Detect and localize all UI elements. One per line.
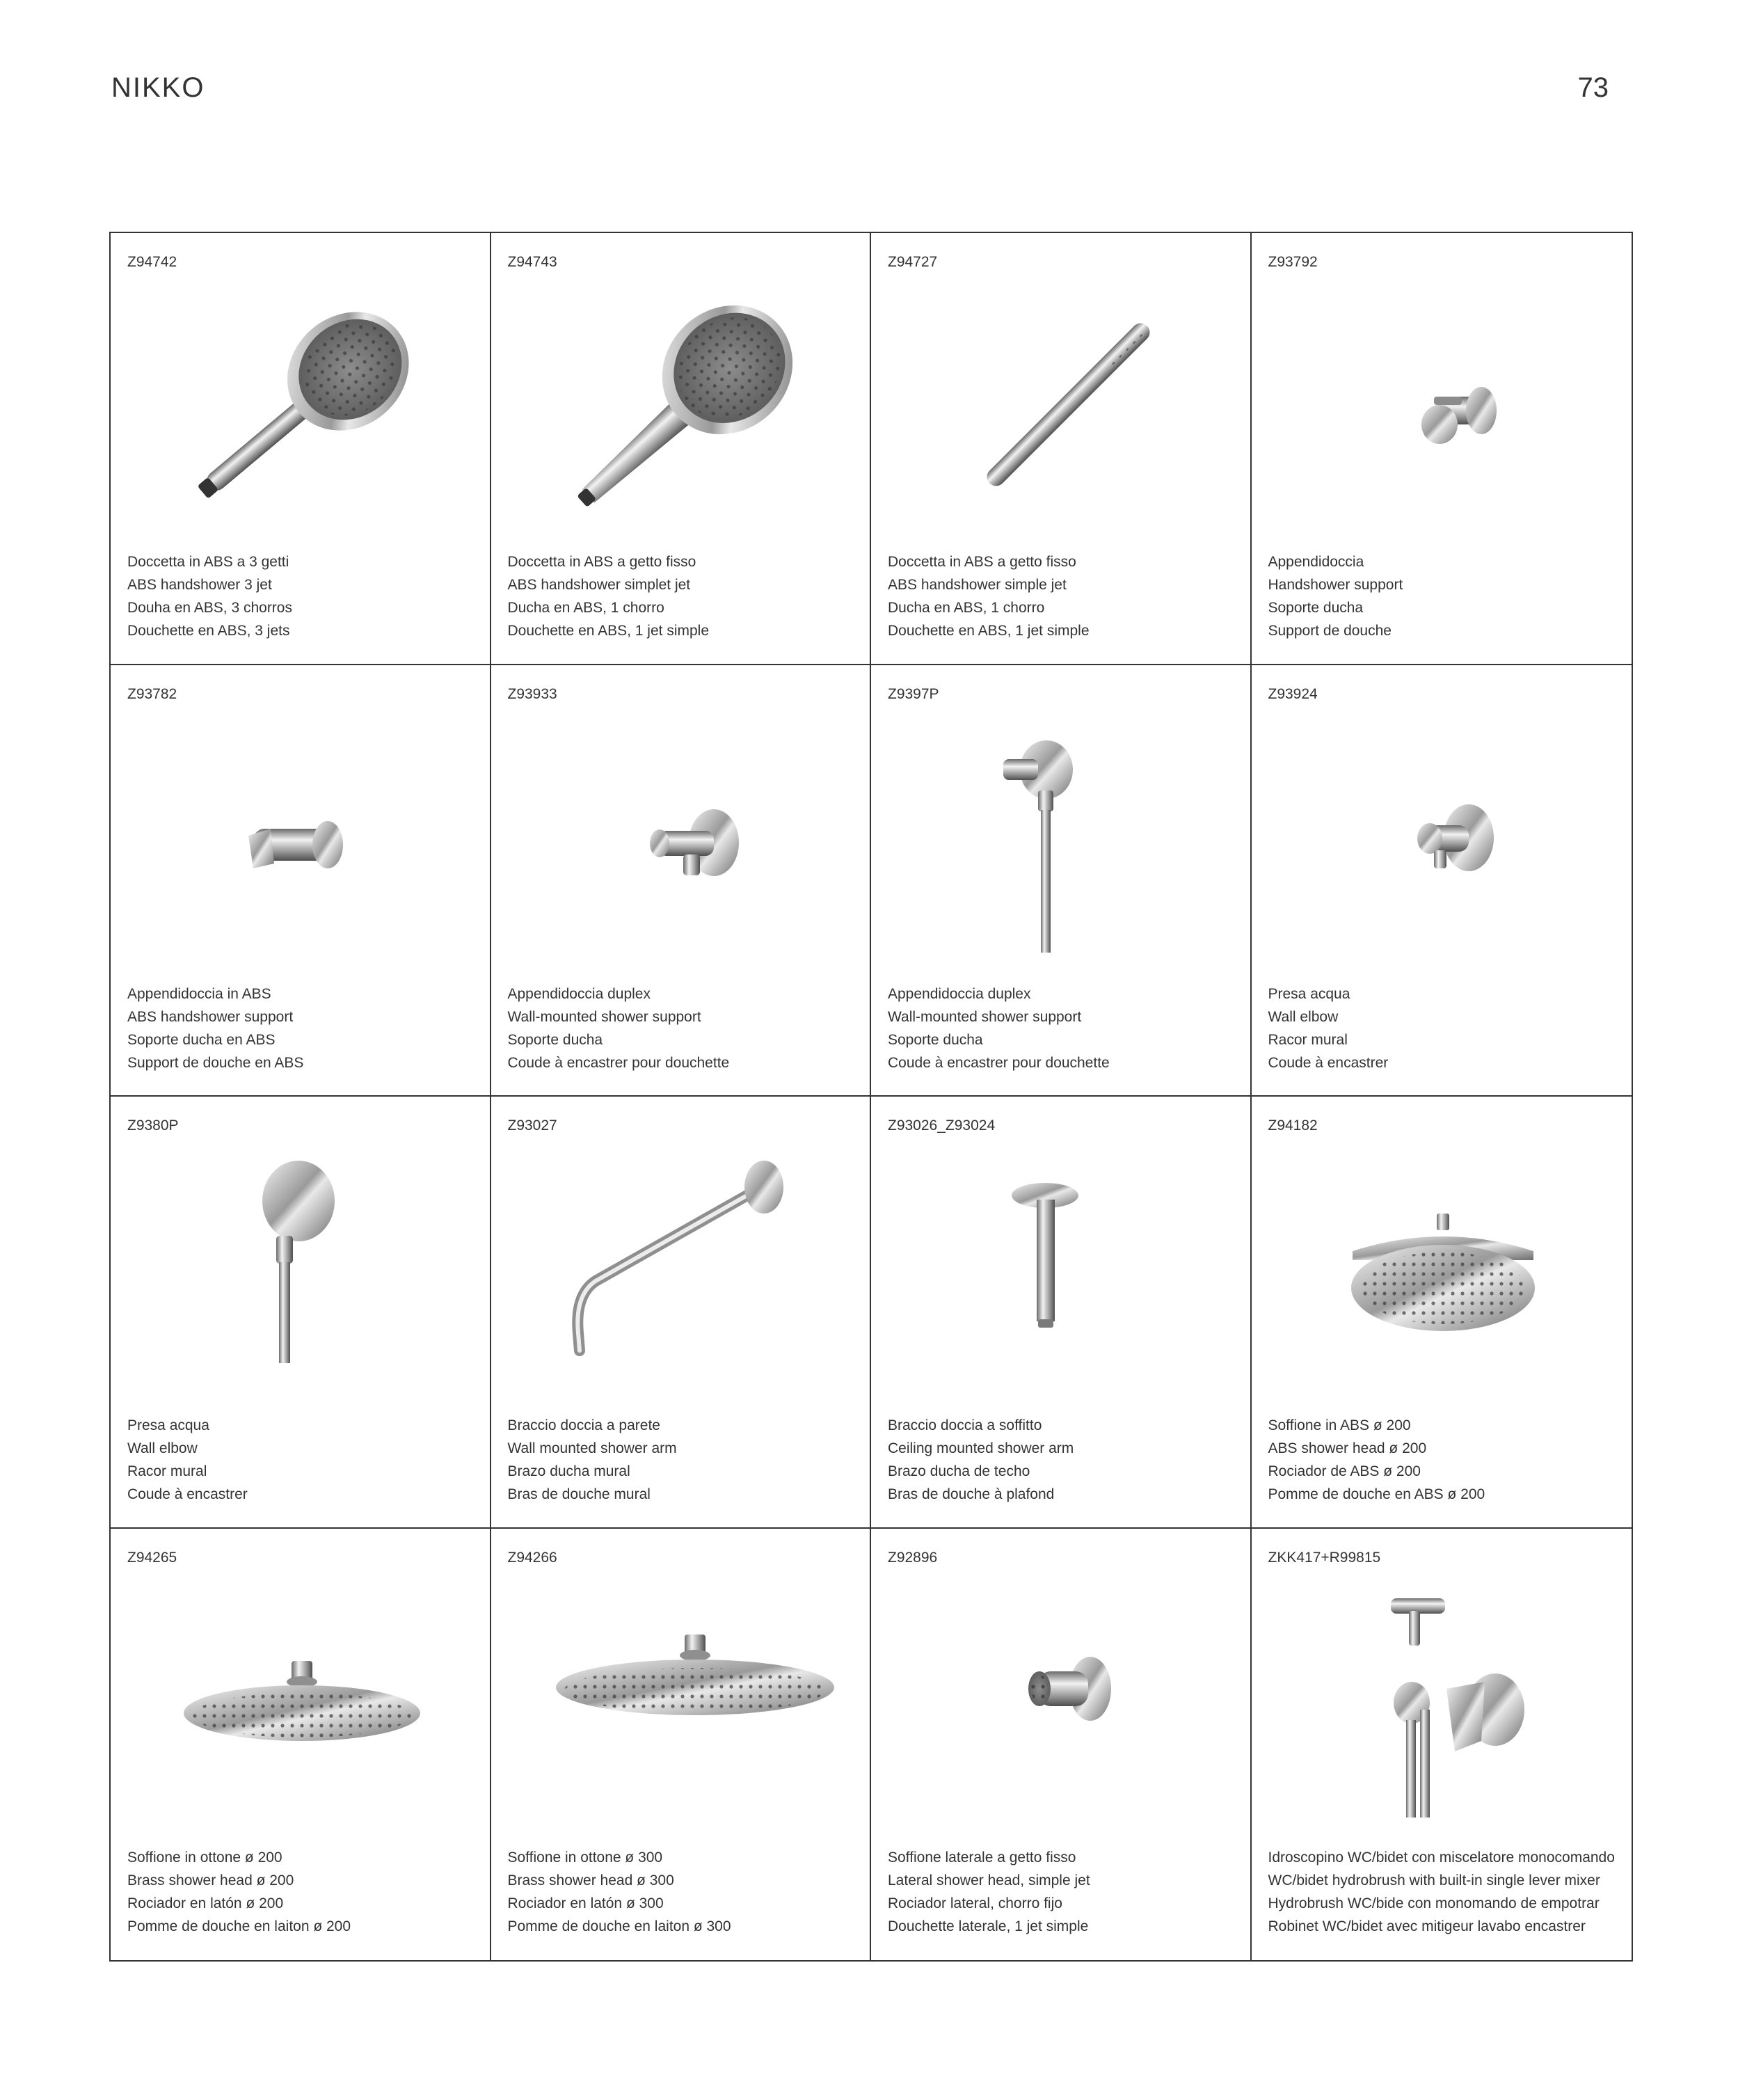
product-cell xyxy=(491,233,872,665)
product-cell xyxy=(111,233,491,665)
product-cell xyxy=(871,1529,1252,1961)
product-code: Z94743 xyxy=(507,254,557,270)
product-description xyxy=(888,1846,1090,1938)
desc-it: Doccetta in ABS a getto fisso xyxy=(507,554,696,570)
desc-fr: Bras de douche mural xyxy=(507,1486,651,1502)
desc-es: Soporte ducha xyxy=(507,1031,603,1048)
product-description xyxy=(127,1846,351,1938)
desc-it: Appendidoccia duplex xyxy=(507,985,651,1002)
desc-en: Lateral shower head, simple jet xyxy=(888,1872,1090,1888)
desc-es: Soporte ducha en ABS xyxy=(127,1031,276,1048)
desc-it: Soffione in ottone ø 200 xyxy=(127,1849,282,1866)
handshower-3jet-icon xyxy=(131,289,470,525)
abs-shower-head-200-icon xyxy=(1273,1152,1611,1389)
desc-es: Ducha en ABS, 1 chorro xyxy=(507,600,664,616)
brass-shower-head-300-icon xyxy=(512,1584,851,1821)
product-cell xyxy=(1252,665,1632,1097)
product-description xyxy=(127,983,303,1074)
page-title: NIKKO xyxy=(111,72,205,103)
desc-it: Appendidoccia duplex xyxy=(888,985,1031,1002)
desc-fr: Douchette laterale, 1 jet simple xyxy=(888,1918,1089,1934)
wall-shower-arm-icon xyxy=(512,1152,851,1389)
desc-it: Soffione in ABS ø 200 xyxy=(1268,1417,1411,1433)
desc-en: ABS handshower support xyxy=(127,1008,294,1025)
desc-en: Wall-mounted shower support xyxy=(507,1008,701,1025)
product-description xyxy=(1268,1414,1485,1506)
desc-en: ABS handshower simple jet xyxy=(888,577,1067,593)
page-number: 73 xyxy=(1577,72,1609,103)
ceiling-shower-arm-icon xyxy=(892,1152,1231,1389)
desc-es: Hydrobrush WC/bide con monomando de empotrar xyxy=(1268,1895,1600,1911)
desc-it: Soffione in ottone ø 300 xyxy=(507,1849,663,1866)
desc-en: ABS shower head ø 200 xyxy=(1268,1440,1427,1456)
desc-es: Soporte ducha xyxy=(1268,600,1364,616)
desc-es: Soporte ducha xyxy=(888,1031,983,1048)
desc-it: Presa acqua xyxy=(1268,985,1350,1002)
desc-es: Racor mural xyxy=(1268,1031,1348,1048)
product-cell xyxy=(491,665,872,1097)
desc-es: Douha en ABS, 3 chorros xyxy=(127,600,292,616)
product-description xyxy=(1268,1846,1615,1938)
product-description xyxy=(508,550,710,642)
desc-fr: Support de douche xyxy=(1268,623,1392,639)
brass-shower-head-200-icon xyxy=(131,1584,470,1821)
desc-es: Brazo ducha de techo xyxy=(888,1463,1030,1479)
desc-it: Appendidoccia in ABS xyxy=(127,985,271,1002)
handshower-simple-jet-icon xyxy=(512,289,851,525)
product-code: Z94742 xyxy=(127,254,177,270)
desc-it: Appendidoccia xyxy=(1268,554,1364,570)
product-code: Z93933 xyxy=(507,685,557,702)
product-description xyxy=(888,983,1110,1074)
lateral-shower-head-icon xyxy=(892,1584,1231,1821)
product-description xyxy=(508,983,730,1074)
desc-it: Soffione laterale a getto fisso xyxy=(888,1849,1076,1866)
product-cell xyxy=(1252,233,1632,665)
desc-fr: Support de douche en ABS xyxy=(127,1054,304,1071)
desc-en: Handshower support xyxy=(1268,577,1403,593)
product-description xyxy=(127,1414,248,1506)
desc-fr: Douchette en ABS, 3 jets xyxy=(127,623,290,639)
product-cell xyxy=(491,1529,872,1961)
product-cell xyxy=(1252,1529,1632,1961)
stick-handshower-icon xyxy=(892,289,1231,525)
product-code: Z93782 xyxy=(127,685,177,702)
product-description xyxy=(1268,983,1389,1074)
abs-handshower-support-icon xyxy=(131,721,470,957)
product-code: Z94266 xyxy=(507,1549,557,1566)
product-description xyxy=(888,1414,1074,1506)
desc-fr: Douchette en ABS, 1 jet simple xyxy=(888,623,1090,639)
product-code: Z92896 xyxy=(888,1549,938,1566)
desc-fr: Bras de douche à plafond xyxy=(888,1486,1055,1502)
desc-it: Idroscopino WC/bidet con miscelatore monocomando xyxy=(1268,1849,1615,1866)
desc-it: Braccio doccia a parete xyxy=(507,1417,660,1433)
product-code: ZKK417+R99815 xyxy=(1268,1549,1381,1566)
desc-en: ABS handshower 3 jet xyxy=(127,577,272,593)
desc-es: Ducha en ABS, 1 chorro xyxy=(888,600,1045,616)
product-code: Z93924 xyxy=(1268,685,1318,702)
desc-it: Braccio doccia a soffitto xyxy=(888,1417,1042,1433)
desc-it: Presa acqua xyxy=(127,1417,209,1433)
product-cell xyxy=(111,1529,491,1961)
desc-es: Racor mural xyxy=(127,1463,207,1479)
desc-es: Brazo ducha mural xyxy=(507,1463,630,1479)
desc-en: WC/bidet hydrobrush with built-in single lever mixer xyxy=(1268,1872,1600,1888)
desc-es: Rociador lateral, chorro fijo xyxy=(888,1895,1062,1911)
product-grid xyxy=(109,232,1633,1962)
handshower-support-icon xyxy=(1273,289,1611,525)
desc-es: Rociador en latón ø 300 xyxy=(507,1895,664,1911)
product-cell xyxy=(871,233,1252,665)
product-description xyxy=(888,550,1090,642)
product-cell xyxy=(871,665,1252,1097)
desc-fr: Pomme de douche en ABS ø 200 xyxy=(1268,1486,1485,1502)
desc-fr: Coude à encastrer xyxy=(127,1486,248,1502)
desc-en: Wall elbow xyxy=(1268,1008,1339,1025)
wall-elbow-pipe-icon xyxy=(131,1152,470,1389)
desc-en: Brass shower head ø 300 xyxy=(507,1872,674,1888)
product-cell xyxy=(1252,1097,1632,1529)
desc-fr: Pomme de douche en laiton ø 200 xyxy=(127,1918,351,1934)
product-description xyxy=(127,550,292,642)
product-code: Z94727 xyxy=(888,254,938,270)
product-code: Z93792 xyxy=(1268,254,1318,270)
product-code: Z93027 xyxy=(507,1117,557,1133)
desc-it: Doccetta in ABS a 3 getti xyxy=(127,554,289,570)
duplex-support-icon xyxy=(512,721,851,957)
desc-es: Rociador de ABS ø 200 xyxy=(1268,1463,1421,1479)
desc-fr: Pomme de douche en laiton ø 300 xyxy=(507,1918,731,1934)
product-description xyxy=(508,1414,677,1506)
product-code: Z94265 xyxy=(127,1549,177,1566)
desc-es: Rociador en latón ø 200 xyxy=(127,1895,284,1911)
product-cell xyxy=(491,1097,872,1529)
product-cell xyxy=(871,1097,1252,1529)
desc-fr: Coude à encastrer pour douchette xyxy=(888,1054,1110,1071)
desc-en: Wall-mounted shower support xyxy=(888,1008,1082,1025)
product-description xyxy=(1268,550,1403,642)
desc-it: Doccetta in ABS a getto fisso xyxy=(888,554,1076,570)
desc-fr: Douchette en ABS, 1 jet simple xyxy=(507,623,709,639)
product-code: Z94182 xyxy=(1268,1117,1318,1133)
desc-en: Wall mounted shower arm xyxy=(507,1440,677,1456)
desc-fr: Coude à encastrer pour douchette xyxy=(507,1054,730,1071)
product-code: Z93026_Z93024 xyxy=(888,1117,996,1133)
product-code: Z9397P xyxy=(888,685,939,702)
duplex-support-hose-icon xyxy=(892,721,1231,957)
product-cell xyxy=(111,1097,491,1529)
product-code: Z9380P xyxy=(127,1117,179,1133)
desc-en: Wall elbow xyxy=(127,1440,198,1456)
desc-en: ABS handshower simplet jet xyxy=(507,577,691,593)
desc-en: Brass shower head ø 200 xyxy=(127,1872,294,1888)
desc-fr: Robinet WC/bidet avec mitigeur lavabo encastrer xyxy=(1268,1918,1586,1934)
wc-bidet-hydrobrush-icon xyxy=(1273,1584,1611,1821)
product-description xyxy=(508,1846,731,1938)
wall-elbow-icon xyxy=(1273,721,1611,957)
desc-fr: Coude à encastrer xyxy=(1268,1054,1389,1071)
product-cell xyxy=(111,665,491,1097)
desc-en: Ceiling mounted shower arm xyxy=(888,1440,1074,1456)
